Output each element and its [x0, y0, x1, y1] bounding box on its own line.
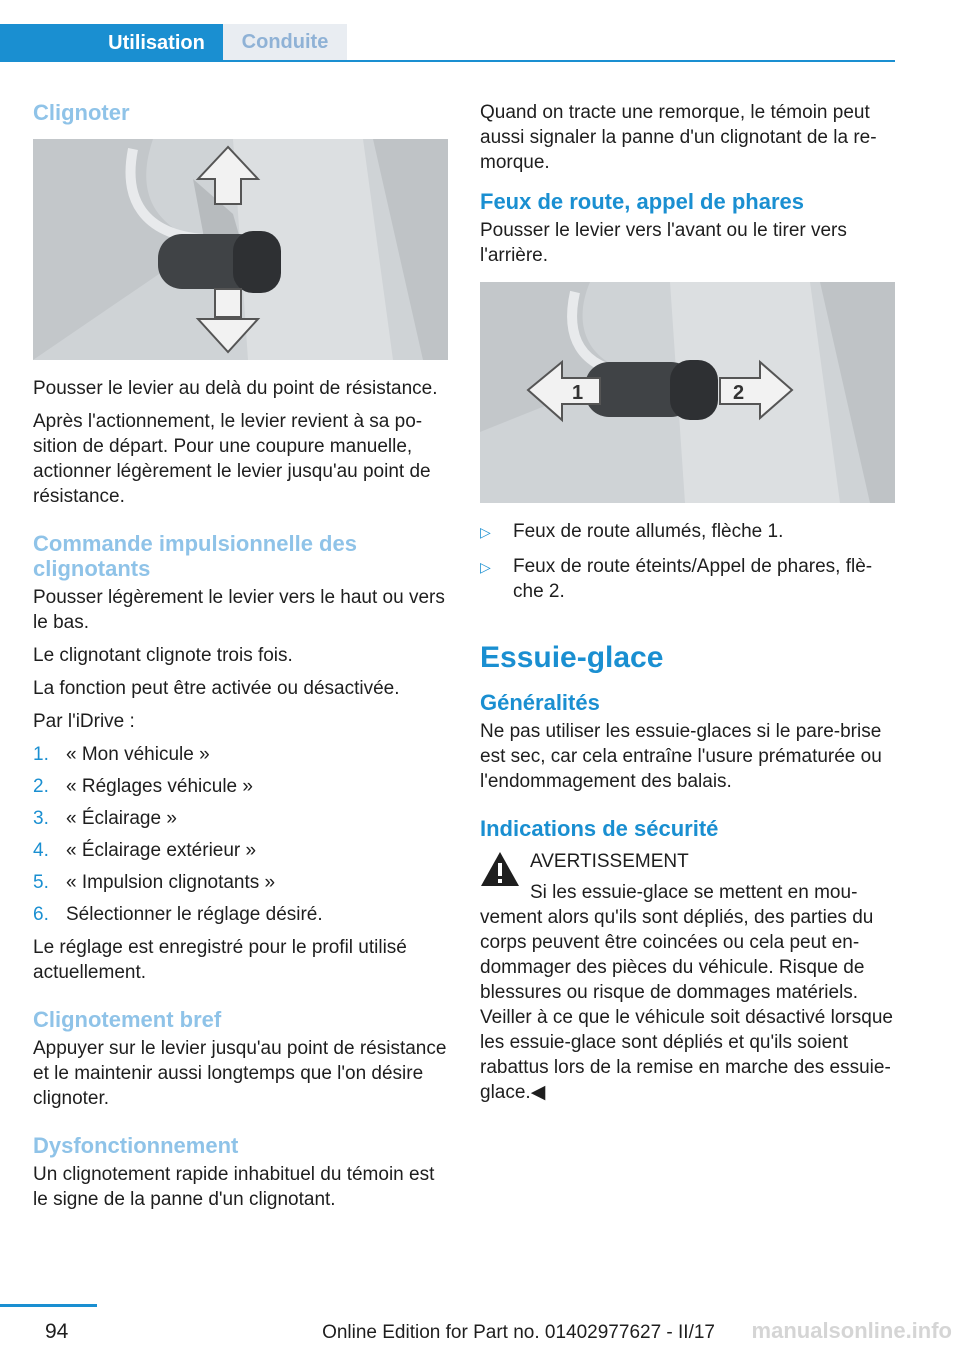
triangle-bullet-icon: ▷	[480, 524, 491, 540]
figure-label-1: 1	[572, 382, 584, 404]
paragraph: Ne pas utiliser les essuie-glaces si le pare-brise est sec, car cela entraîne l'usure prématurée ou l'endommagement des balais.	[480, 721, 882, 792]
paragraph: Pousser légèrement le levier vers le haut ou vers le bas.	[33, 587, 445, 633]
turn-signal-lever-photo	[33, 139, 448, 360]
paragraph: Le clignotant clignote trois fois.	[33, 645, 293, 666]
paragraph: Pousser le levier au delà du point de résistance.	[33, 378, 438, 399]
triangle-bullet-icon: ▷	[480, 559, 491, 575]
header-rule	[0, 60, 895, 62]
heading-high-beam: Feux de route, appel de phares	[480, 189, 804, 214]
warning-block	[480, 849, 895, 1105]
paragraph: Quand on tracte une remorque, le témoin peut aussi signaler la panne d'un clignotant de la remorque.	[480, 102, 877, 173]
paragraph: Pousser le levier vers l'avant ou le tirer vers l'arrière.	[480, 220, 847, 266]
heading-wipers: Essuie-glace	[480, 641, 664, 674]
figure-label-2: 2	[733, 382, 745, 404]
page-number: 94	[45, 1320, 69, 1343]
edition-line: Online Edition for Part no. 01402977627 - II/17	[322, 1322, 715, 1343]
right-column	[480, 100, 895, 1105]
watermark: manualsonline.info	[751, 1318, 952, 1343]
high-beam-list	[480, 519, 895, 604]
warning-text: Si les essuie-glace se mettent en mouvement alors qu'ils sont dépliés, des parties du corps peuvent être coincées ou cela peut endommager des pièces du véhicule. Risque de blessures ou risque de dommages matériels. Veiller à ce que le véhicule soit désactivé lorsque les essuie-glace sont dépliés et qu'ils soient rabattus lors de la remise en marche des essuie-glace.◀	[480, 882, 893, 1103]
heading-impulse: Commande impulsionnelle des clignotants	[33, 531, 357, 581]
chapter-tabs	[0, 24, 895, 62]
heading-malfunction: Dysfonctionnement	[33, 1133, 239, 1158]
paragraph: Après l'actionnement, le levier revient à sa position de départ. Pour une coupure manuelle, actionner légèrement le levier jusqu'au point de résistance.	[33, 411, 431, 507]
left-column	[33, 100, 448, 1220]
paragraph: La fonction peut être activée ou désactivée.	[33, 678, 400, 699]
paragraph: Par l'iDrive :	[33, 711, 135, 732]
warning-triangle-icon	[480, 851, 520, 887]
paragraph: Le réglage est enregistré pour le profil utilisé actuellement.	[33, 937, 407, 983]
paragraph: Un clignotement rapide inhabituel du témoin est le signe de la panne d'un clignotant.	[33, 1164, 435, 1210]
tab-utilisation[interactable]: Utilisation	[0, 24, 223, 62]
list-item: ▷ Feux de route allumés, flèche 1.	[480, 519, 895, 545]
list-item: 4. « Éclairage extérieur »	[33, 840, 257, 861]
list-item: 1. « Mon véhicule »	[33, 744, 210, 765]
list-item: 3. « Éclairage »	[33, 808, 177, 829]
list-item: 5. « Impulsion clignotants »	[33, 872, 276, 893]
paragraph: Appuyer sur le levier jusqu'au point de résistance et le maintenir aussi longtemps que l'on désire clignoter.	[33, 1038, 447, 1109]
high-beam-lever-photo	[480, 282, 895, 503]
heading-safety: Indications de sécurité	[480, 816, 719, 841]
footer-rule	[0, 1304, 97, 1307]
heading-general: Généralités	[480, 690, 600, 715]
tab-conduite[interactable]: Conduite	[223, 24, 347, 60]
list-item: 6. Sélectionner le réglage désiré.	[33, 904, 323, 925]
warning-title: AVERTISSEMENT	[530, 851, 689, 872]
idrive-steps	[33, 742, 448, 927]
list-item: 2. « Réglages véhicule »	[33, 776, 253, 797]
heading-brief: Clignotement bref	[33, 1007, 222, 1032]
heading-clignoter: Clignoter	[33, 100, 130, 125]
list-item: ▷ Feux de route éteints/Appel de phares, flèche 2.	[480, 556, 873, 602]
